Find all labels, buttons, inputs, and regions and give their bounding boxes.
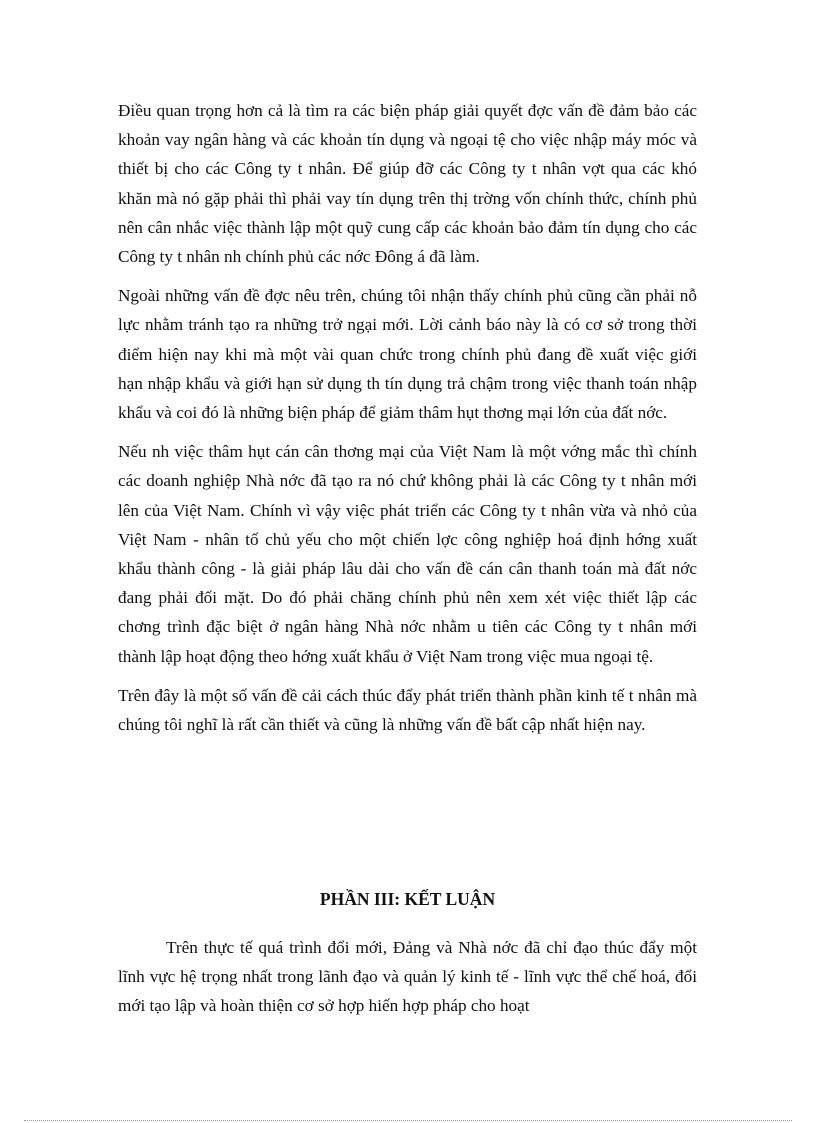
paragraph-2: Ngoài những vấn đề đợc nêu trên, chúng tôi nhận thấy chính phủ cũng cần phải nỗ lực nhằm tránh tạo ra những trở ngại mới. Lời cảnh báo này là có cơ sở trong thời điểm hiện nay khi mà một vài quan chức trong chính phủ đang đề xuất việc giới hạn nhập khẩu và giới hạn sử dụng th tín dụng trả chậm trong việc thanh toán nhập khẩu và coi đó là những biện pháp để giảm thâm hụt thơng mại lớn của đất nớc. [118,286,697,423]
body-text [118,96,697,749]
paragraph-3: Nếu nh việc thâm hụt cán cân thơng mại của Việt Nam là một vớng mắc thì chính các doanh nghiệp Nhà nớc đã tạo ra nó chứ không phải là các Công ty t nhân mới lên của Việt Nam. Chính vì vậy việc phát triển các Công ty t nhân vừa và nhỏ của Việt Nam - nhân tố chủ yếu cho một chiến lợc công nghiệp hoá định hớng xuất khẩu thành công - là giải pháp lâu dài cho vấn đề cán cân thanh toán mà đất nớc đang phải đối mặt. Do đó phải chăng chính phủ nên xem xét việc thiết lập các chơng trình đặc biệt ở ngân hàng Nhà nớc nhằm u tiên các Công ty t nhân mới thành lập hoạt động theo hớng xuất khẩu ở Việt Nam trong việc mua ngoại tệ. [118,442,697,666]
paragraph-1: Điều quan trọng hơn cả là tìm ra các biện pháp giải quyết đợc vấn đề đảm bảo các khoản vay ngân hàng và các khoản tín dụng và ngoại tệ cho việc nhập máy móc và thiết bị cho các Công ty t nhân. Để giúp đỡ các Công ty t nhân vợt qua các khó khăn mà nó gặp phải thì phải vay tín dụng trên thị trờng vốn chính thức, chính phủ nên cân nhắc việc thành lập một quỹ cung cấp các khoản bảo đảm tín dụng cho các Công ty t nhân nh chính phủ các nớc Đông á đã làm. [118,101,697,267]
section-heading: PHẦN III: KẾT LUẬN [319,889,496,909]
paragraph-4: Trên đây là một số vấn đề cải cách thúc đẩy phát triển thành phần kinh tế t nhân mà chúng tôi nghĩ là rất cần thiết và cũng là những vấn đề bất cập nhất hiện nay. [118,685,697,735]
conclusion-section [118,933,697,1031]
conclusion-paragraph: Trên thực tế quá trình đổi mới, Đảng và Nhà nớc đã chỉ đạo thúc đẩy một lĩnh vực hệ trọng nhất trong lãnh đạo và quản lý kinh tế - lĩnh vực thể chế hoá, đổi mới tạo lập và hoàn thiện cơ sở hợp hiến hợp pháp cho hoạt [118,938,697,1016]
page-bottom-divider [24,1120,792,1121]
